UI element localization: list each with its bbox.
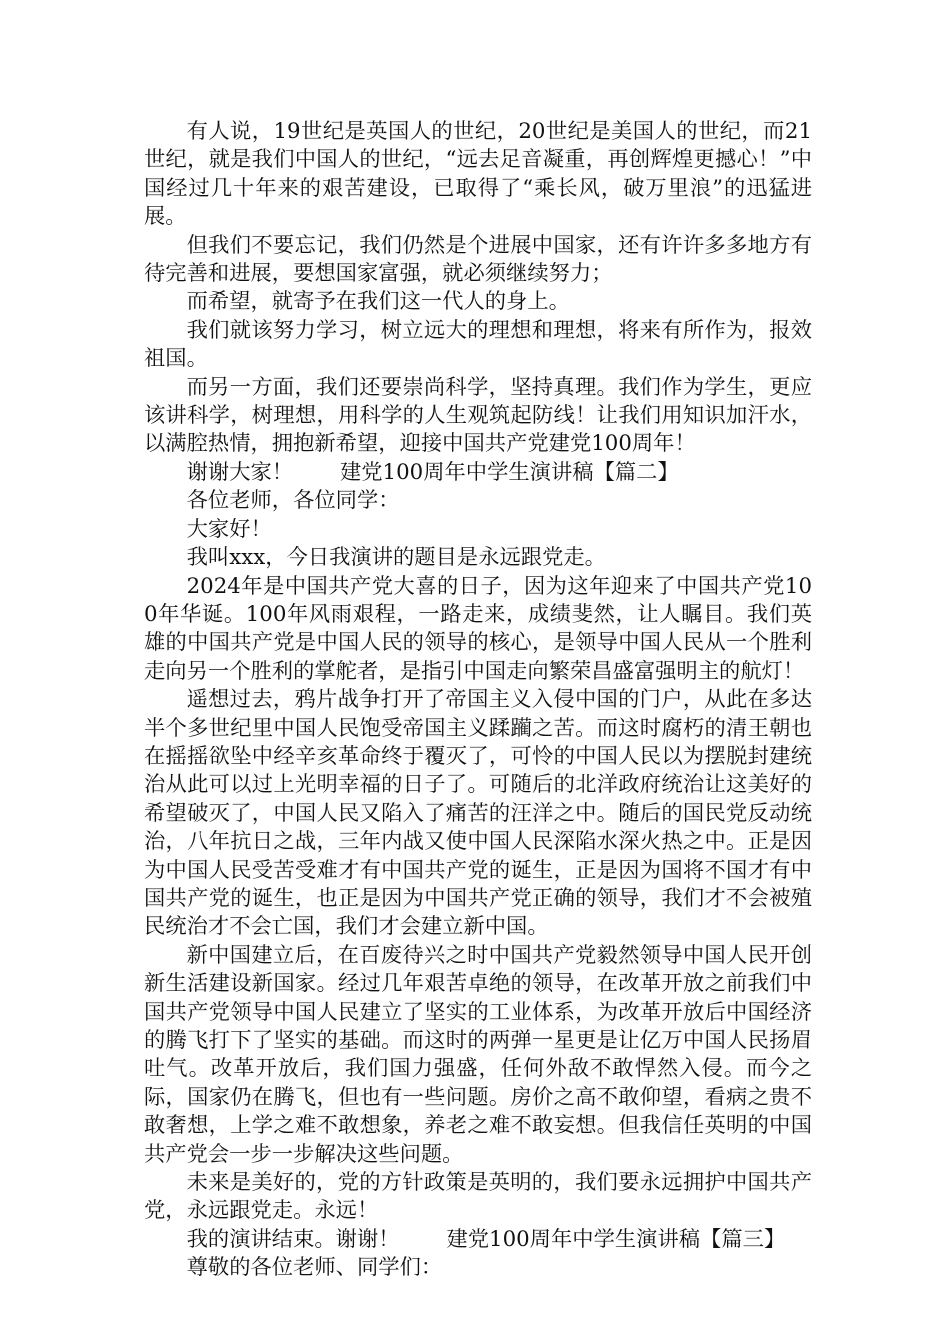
paragraph: 我们就该努力学习，树立远大的理想和理想，将来有所作为，报效祖国。 xyxy=(144,317,812,372)
closing-thanks: 我的演讲结束。谢谢！ xyxy=(186,1226,400,1252)
closing-and-heading-line xyxy=(144,1226,812,1254)
paragraph: 2024年是中国共产党大喜的日子，因为这年迎来了中国共产党100年华诞。100年风雨艰程，一路走来，成绩斐然，让人瞩目。我们英雄的中国共产党是中国人民的领导的核心，是领导中国人民从一个胜利走向另一个胜利的掌舵者，是指引中国走向繁荣昌盛富强明主的航灯！ xyxy=(144,573,812,684)
closing-and-heading-line xyxy=(144,459,812,487)
paragraph: 而另一方面，我们还要崇尚科学，坚持真理。我们作为学生，更应该讲科学，树理想，用科学的人生观筑起防线！让我们用知识加汗水，以满腔热情，拥抱新希望，迎接中国共产党建党100周年！ xyxy=(144,374,812,457)
salutation: 各位老师，各位同学： xyxy=(186,488,400,514)
paragraph: 我叫xxx，今日我演讲的题目是永远跟党走。 xyxy=(186,545,606,571)
section-heading: 建党100周年中学生演讲稿【篇二】 xyxy=(339,459,679,485)
paragraph: 遥想过去，鸦片战争打开了帝国主义入侵中国的门户，从此在多达半个多世纪里中国人民饱受帝国主义蹂躏之苦。而这时腐朽的清王朝也在摇摇欲坠中经辛亥革命终于覆灭了，可怜的中国人民以为摆脱封建统治从此可以过上光明幸福的日子了。可随后的北洋政府统治让这美好的希望破灭了，中国人民又陷入了痛苦的汪洋之中。随后的国民党反动统治，八年抗日之战，三年内战又使中国人民深陷水深火热之中。正是因为中国人民受苦受难才有中国共产党的诞生，正是因为国将不国才有中国共产党的诞生，也正是因为中国共产党正确的领导，我们才不会被殖民统治才不会亡国，我们才会建立新中国。 xyxy=(144,687,812,940)
paragraph: 而希望，就寄予在我们这一代人的身上。 xyxy=(186,289,570,315)
greeting: 大家好！ xyxy=(186,516,272,542)
section-heading: 建党100周年中学生演讲稿【篇三】 xyxy=(446,1226,786,1252)
paragraph: 有人说，19世纪是英国人的世纪，20世纪是美国人的世纪，而21世纪，就是我们中国人的世纪，“远去足音凝重，再创辉煌更撼心！”中国经过几十年来的艰苦建设，已取得了“乘长风，破万里浪”的迅猛进展。 xyxy=(144,119,812,230)
speech-text xyxy=(144,118,812,1283)
closing-thanks: 谢谢大家！ xyxy=(186,459,294,485)
paragraph: 未来是美好的，党的方针政策是英明的，我们要永远拥护中国共产党，永远跟党走。永远！ xyxy=(144,1170,812,1224)
salutation: 尊敬的各位老师、同学们： xyxy=(186,1255,443,1281)
paragraph: 新中国建立后，在百废待兴之时中国共产党毅然领导中国人民开创新生活建设新国家。经过几年艰苦卓绝的领导，在改革开放之前我们中国共产党领导中国人民建立了坚实的工业体系，为改革开放后中国经济的腾飞打下了坚实的基础。而这时的两弹一星更是让亿万中国人民扬眉吐气。改革开放后，我们国力强盛，任何外敌不敢悍然入侵。而今之际，国家仍在腾飞，但也有一些问题。房价之高不敢仰望，看病之贵不敢奢想，上学之难不敢想象，养老之难不敢妄想。但我信任英明的中国共产党会一步一步解决这些问题。 xyxy=(144,942,812,1167)
paragraph: 但我们不要忘记，我们仍然是个进展中国家，还有许许多多地方有待完善和进展，要想国家富强，就必须继续努力； xyxy=(144,232,812,287)
